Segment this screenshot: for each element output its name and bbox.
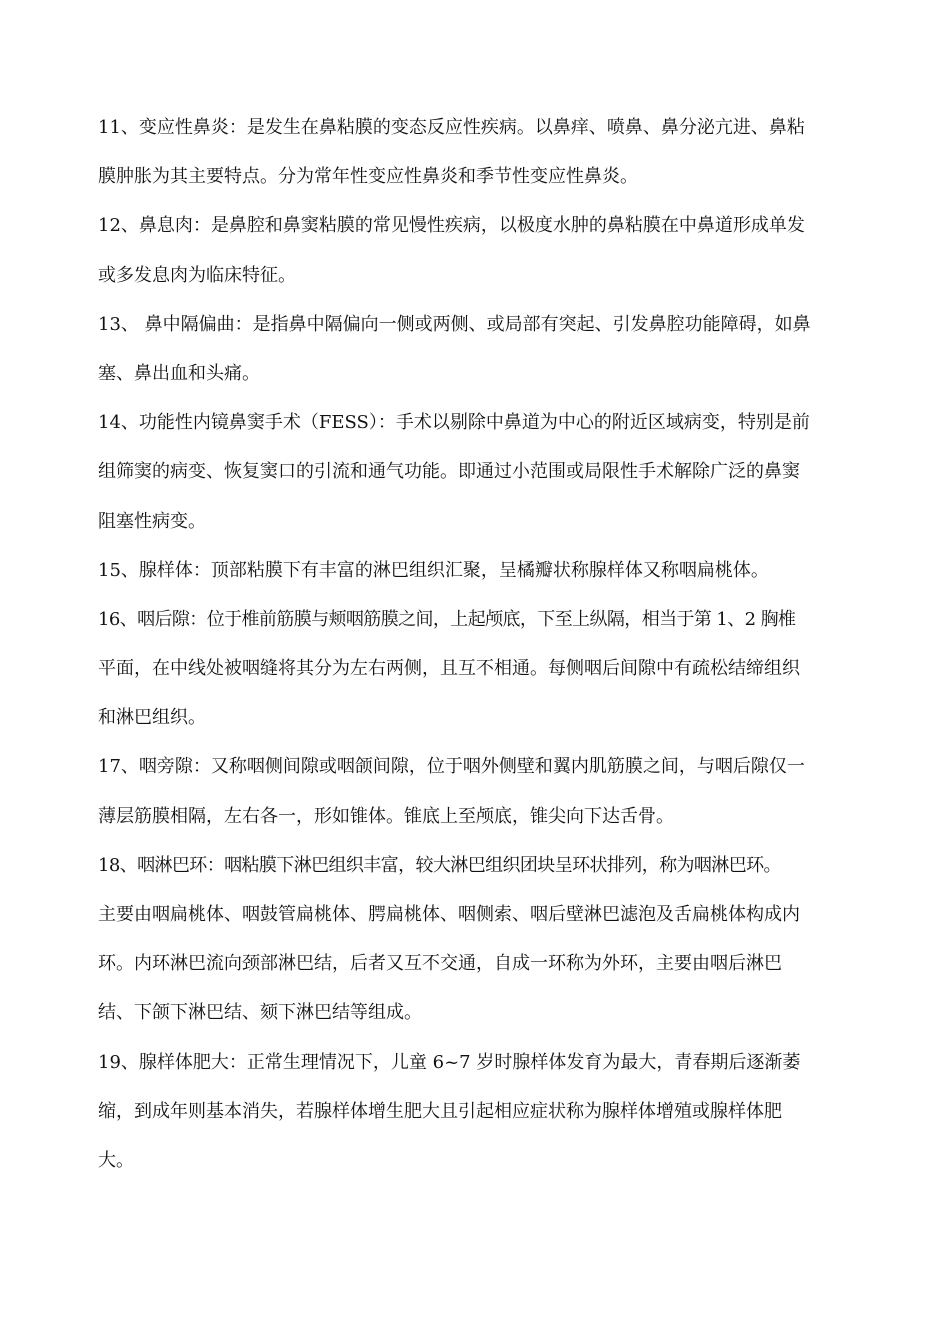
entry-18-line-3: 环。内环淋巴流向颈部淋巴结，后者又互不交通，自成一环称为外环，主要由咽后淋巴 <box>98 953 782 975</box>
entry-18-line-2: 主要由咽扁桃体、咽鼓管扁桃体、腭扁桃体、咽侧索、咽后壁淋巴滤泡及舌扁桃体构成内 <box>98 904 800 925</box>
entry-11-line-2: 膜肿胀为其主要特点。分为常年性变应性鼻炎和季节性变应性鼻炎。 <box>98 166 638 188</box>
entry-12-line-2: 或多发息肉为临床特征。 <box>98 264 296 286</box>
entry-12-line-1: 12、鼻息肉：是鼻腔和鼻窦粘膜的常见慢性疾病，以极度水肿的鼻粘膜在中鼻道形成单发 <box>98 215 805 237</box>
entry-19-line-2: 缩，到成年则基本消失，若腺样体增生肥大且引起相应症状称为腺样体增殖或腺样体肥 <box>98 1100 782 1122</box>
entry-18-line-1: 18、咽淋巴环：咽粘膜下淋巴组织丰富，较大淋巴组织团块呈环状排列，称为咽淋巴环。 <box>98 854 781 876</box>
entry-14-line-3: 阻塞性病变。 <box>98 510 206 532</box>
entry-19-line-3: 大。 <box>98 1149 134 1171</box>
entry-14-line-1: 14、功能性内镜鼻窦手术（FESS）：手术以剔除中鼻道为中心的附近区域病变，特别是前 <box>98 412 810 434</box>
entry-13-line-1: 13、 鼻中隔偏曲：是指鼻中隔偏向一侧或两侧、或局部有突起、引发鼻腔功能障碍，如鼻 <box>98 313 811 335</box>
entry-18-line-4: 结、下颌下淋巴结、颏下淋巴结等组成。 <box>98 1002 422 1024</box>
entry-17-line-2: 薄层筋膜相隔，左右各一，形如锥体。锥底上至颅底，锥尖向下达舌骨。 <box>98 805 674 827</box>
entry-14-line-2: 组筛窦的病变、恢复窦口的引流和通气功能。即通过小范围或局限性手术解除广泛的鼻窦 <box>98 461 800 483</box>
entry-17-line-1: 17、咽旁隙：又称咽侧间隙或咽颌间隙，位于咽外侧壁和翼内肌筋膜之间，与咽后隙仅一 <box>98 756 805 778</box>
entry-16-line-3: 和淋巴组织。 <box>98 707 206 729</box>
entry-13-line-2: 塞、鼻出血和头痛。 <box>98 362 260 384</box>
entry-16-line-2: 平面，在中线处被咽缝将其分为左右两侧，且互不相通。每侧咽后间隙中有疏松结缔组织 <box>98 658 800 680</box>
entry-15-line-1: 15、腺样体：顶部粘膜下有丰富的淋巴组织汇聚，呈橘瓣状称腺样体又称咽扁桃体。 <box>98 559 769 581</box>
document-body <box>98 108 858 1190</box>
entry-11-line-1: 11、变应性鼻炎：是发生在鼻粘膜的变态反应性疾病。以鼻痒、喷鼻、鼻分泌亢进、鼻粘 <box>98 117 805 138</box>
entry-19-line-1: 19、腺样体肥大：正常生理情况下，儿童 6~7 岁时腺样体发育为最大，青春期后逐渐萎 <box>98 1051 801 1073</box>
entry-16-line-1: 16、咽后隙：位于椎前筋膜与颊咽筋膜之间，上起颅底，下至上纵隔，相当于第 1、2 胸椎 <box>98 608 796 630</box>
